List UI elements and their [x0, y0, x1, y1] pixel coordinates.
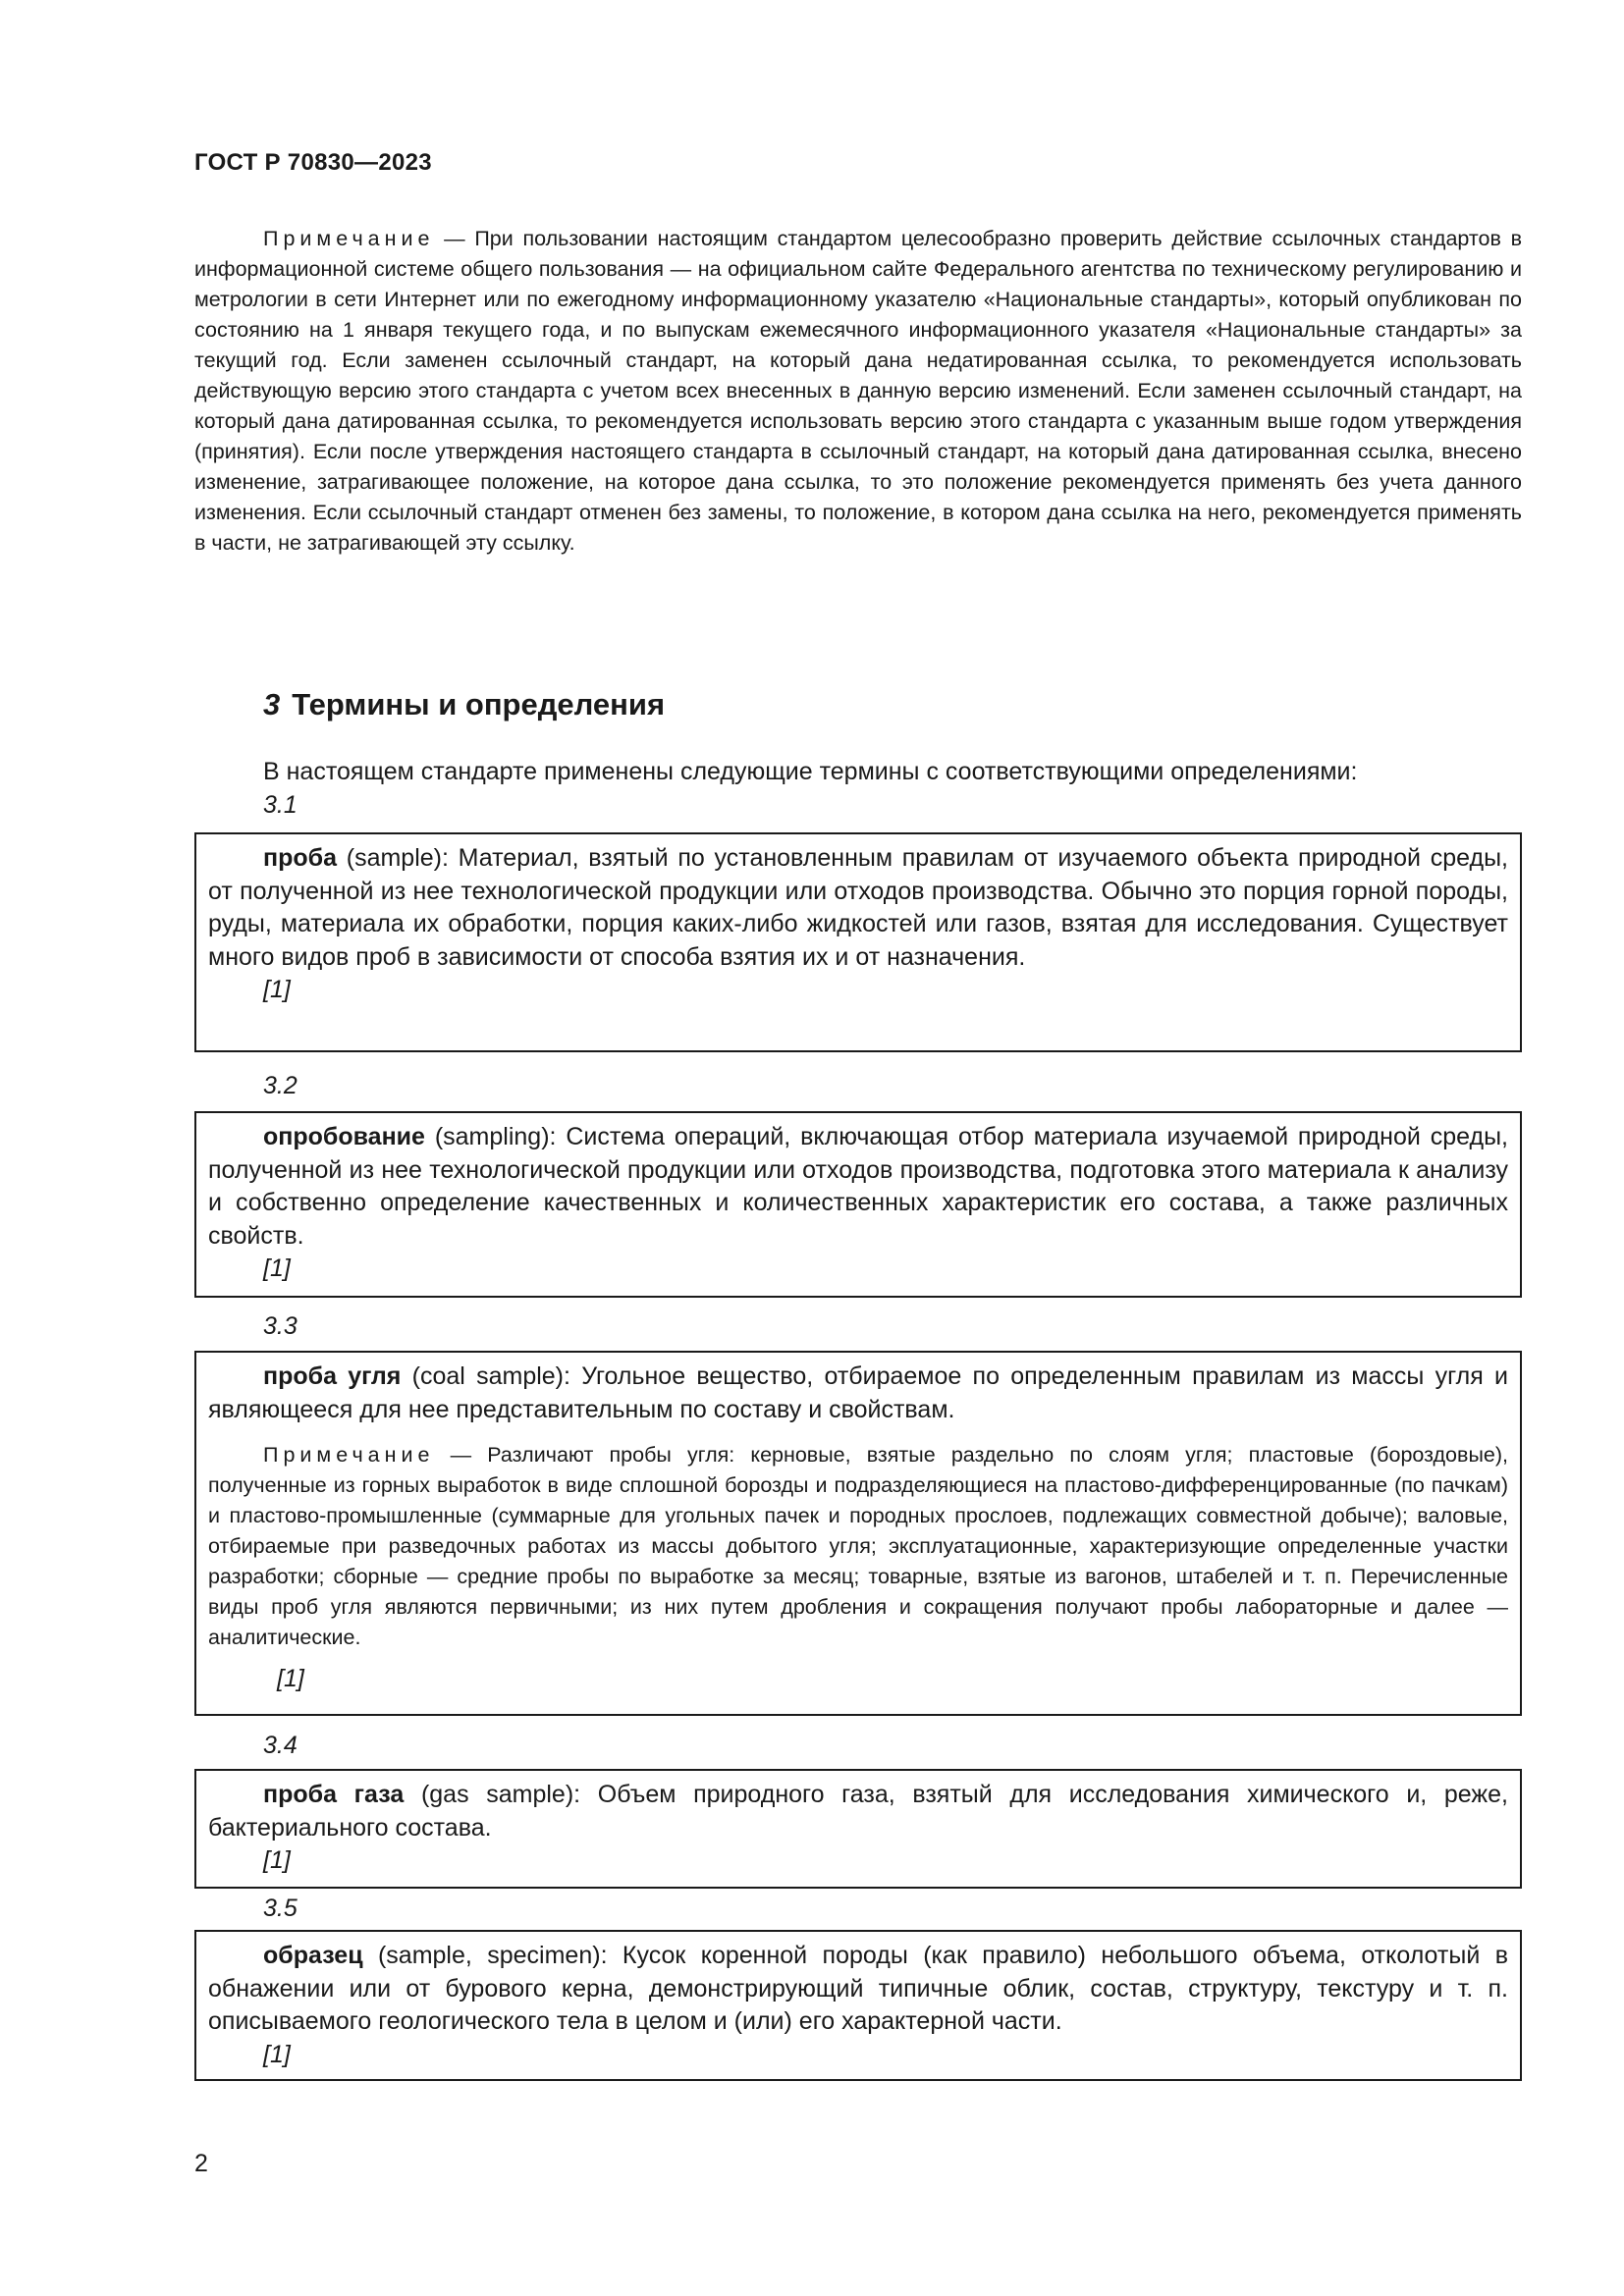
term-text: Материал, взятый по установленным правилам от изучаемого объекта природной среды, от полученной из нее технологической продукции или отходов производства. Обычно это порция горной породы, руды, материала их обработки, порция каких-либо жидкостей или газов, взятая для исследования. Существует много видов проб в зависимости от способа взятия их и от назначения. — [208, 844, 1508, 971]
term-text: Система операций, включающая отбор материала изучаемой природной среды, полученной из нее технологической продукции или отходов производства, подготовка этого материала к анализу и собственно определение качественных и количественных характеристик его состава, а также различных свойств. — [208, 1123, 1508, 1250]
term-name: образец — [263, 1942, 363, 1969]
term-definition — [208, 1940, 1508, 2039]
section-number: 3 — [263, 687, 281, 721]
term-definition — [208, 1121, 1508, 1253]
term-number-3-5: 3.5 — [263, 1895, 298, 1922]
term-box-3-5 — [194, 1930, 1522, 2081]
term-definition — [208, 1361, 1508, 1426]
term-english: (coal sample): — [401, 1362, 582, 1390]
term-text: Угольное вещество, отбираемое по определенным правилам из массы угля и являющееся для нее представительным по составу и свойствам. — [208, 1362, 1508, 1423]
note-label: Примечание — [263, 227, 435, 250]
note-label: Примечание — [263, 1443, 435, 1467]
term-number-3-3: 3.3 — [263, 1312, 298, 1340]
term-english: (gas sample): — [404, 1781, 598, 1808]
term-name: проба газа — [263, 1781, 405, 1808]
term-english: (sample, specimen): — [362, 1942, 623, 1969]
term-english: (sampling): — [424, 1123, 567, 1150]
term-english: (sample): — [337, 844, 459, 872]
note-text: — При пользовании настоящим стандартом целесообразно проверить действие ссылочных стандартов в информационной системе общего пользования — на официальном сайте Федерального агентства по техническому регулированию и метрологии в сети Интернет или по ежегодному информационному указателю «Национальные стандарты», который опубликован по состоянию на 1 января текущего года, и по выпускам ежемесячного информационного указателя «Национальные стандарты» за текущий год. Если заменен ссылочный стандарт, на который дана недатированная ссылка, то рекомендуется использовать действующую версию этого стандарта с учетом всех внесенных в данную версию изменений. Если заменен ссылочный стандарт, на который дана датированная ссылка, то рекомендуется использовать версию этого стандарта с указанным выше годом утверждения (принятия). Если после утверждения настоящего стандарта в ссылочный стандарт, на который дана датированная ссылка, внесено изменение, затрагивающее положение, на которое дана ссылка, то это положение рекомендуется применять без учета данного изменения. Если ссылочный стандарт отменен без замены, то положение, в котором дана ссылка на него, рекомендуется применять в части, не затрагивающей эту ссылку. — [194, 227, 1522, 555]
page-number: 2 — [194, 2150, 208, 2177]
term-number-3-4: 3.4 — [263, 1732, 298, 1759]
term-reference: [1] — [263, 976, 291, 1003]
term-reference: [1] — [277, 1665, 304, 1692]
document-header: ГОСТ Р 70830—2023 — [194, 149, 432, 176]
term-reference: [1] — [263, 1846, 291, 1874]
term-number-3-2: 3.2 — [263, 1072, 298, 1099]
term-definition — [208, 842, 1508, 974]
term-name: проба угля — [263, 1362, 402, 1390]
term-box-3-1 — [194, 832, 1522, 1052]
term-text: Объем природного газа, взятый для исследования химического и, реже, бактериального состава. — [208, 1781, 1508, 1842]
term-name: опробование — [263, 1123, 425, 1150]
term-box-3-2 — [194, 1111, 1522, 1298]
term-number-3-1: 3.1 — [263, 791, 298, 819]
term-name: проба — [263, 844, 337, 872]
term-reference: [1] — [263, 1255, 291, 1282]
term-note — [208, 1440, 1508, 1653]
section-title: Термины и определения — [292, 687, 666, 721]
section-intro: В настоящем стандарте применены следующие термины с соответствующими определениями: — [263, 758, 1358, 785]
note-text: — Различают пробы угля: керновые, взятые раздельно по слоям угля; пластовые (бороздовые), полученные из горных выработок в виде сплошной борозды и подразделяющиеся на пластово-дифференцированные (по пачкам) и пластово-промышленные (суммарные для угольных пачек и породных прослоев, подлежащих совместной добыче); валовые, отбираемые при разведочных работах из массы добытого угля; эксплуатационные, характеризующие определенные участки разработки; сборные — средние пробы по выработке за месяц; товарные, взятые из вагонов, штабелей и т. п. Перечисленные виды проб угля являются первичными; из них путем дробления и сокращения получают пробы лабораторные и далее — аналитические. — [208, 1443, 1508, 1649]
term-reference: [1] — [263, 2040, 291, 2068]
term-box-3-3 — [194, 1351, 1522, 1716]
term-box-3-4 — [194, 1769, 1522, 1889]
reference-note — [194, 224, 1522, 559]
section-heading — [263, 687, 665, 722]
term-definition — [208, 1779, 1508, 1844]
term-text: Кусок коренной породы (как правило) небольшого объема, отколотый в обнажении или от бурового керна, демонстрирующий типичные облик, состав, структуру, текстуру и т. п. описываемого геологического тела в целом и (или) его характерной части. — [208, 1942, 1508, 2035]
